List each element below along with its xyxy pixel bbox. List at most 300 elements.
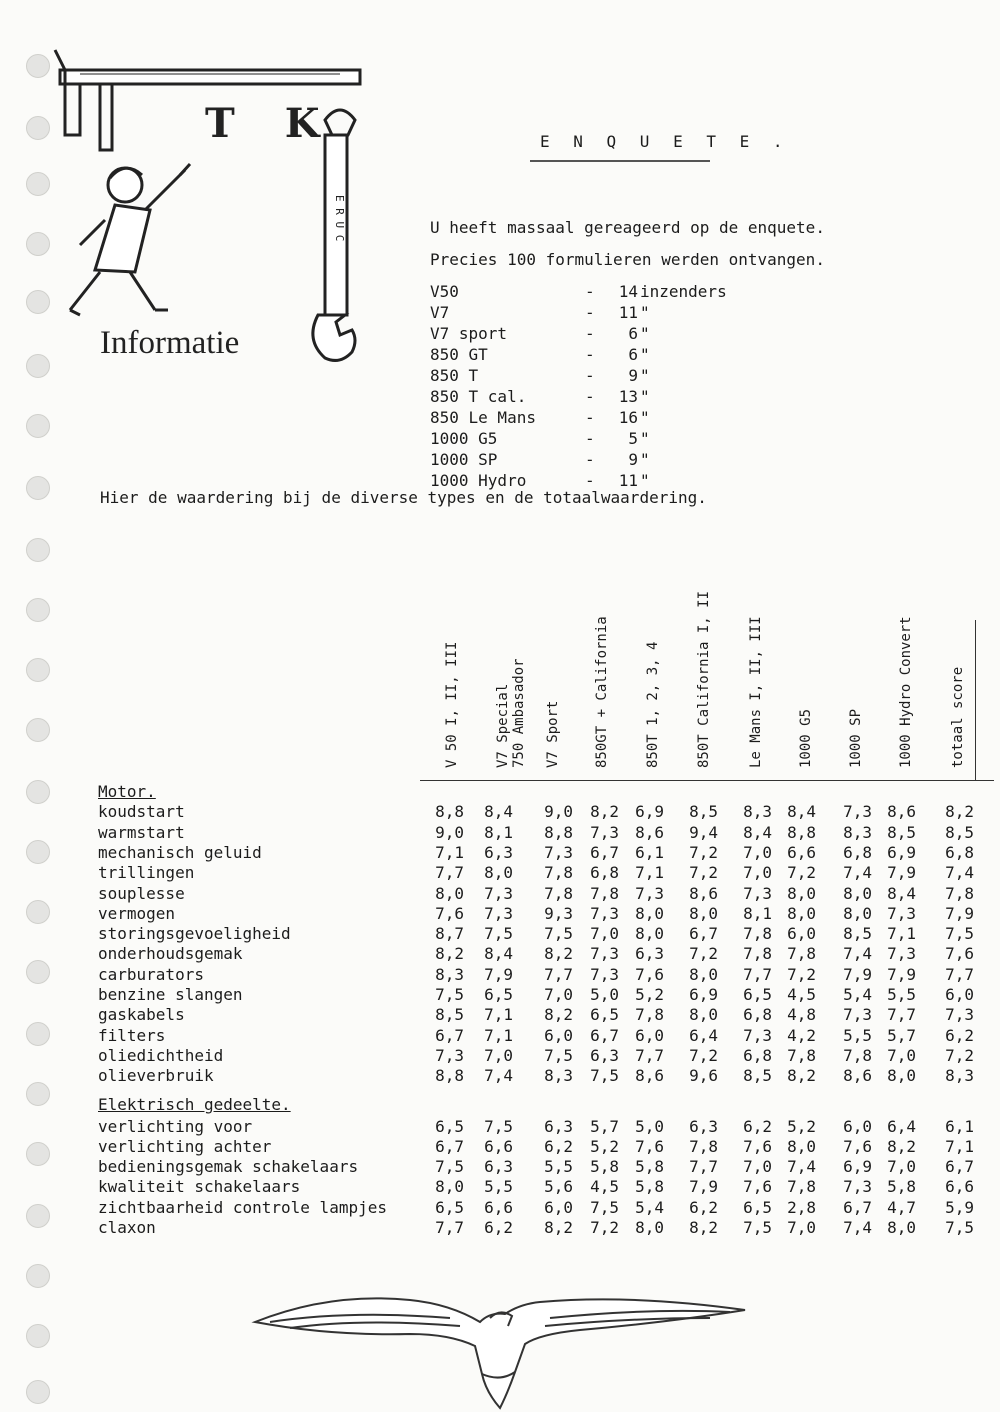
rating-value: 8,3: [945, 1066, 974, 1086]
rating-value: 7,5: [484, 924, 513, 944]
rating-value: 7,7: [887, 1005, 916, 1025]
rating-value: 6,1: [635, 842, 664, 862]
page-title: E N Q U E T E .: [540, 132, 790, 151]
count-value: 11: [618, 303, 638, 322]
rating-value: 7,2: [590, 1218, 619, 1237]
rating-value: 5,8: [887, 1177, 916, 1197]
rating-value: 5,5: [484, 1177, 513, 1197]
rating-value: 7,0: [544, 985, 573, 1004]
rating-value: 8,8: [787, 822, 816, 842]
binder-hole: [26, 1082, 50, 1106]
model-name: 850 T: [430, 366, 479, 385]
rating-value: 6,3: [484, 1157, 513, 1177]
binder-hole: [26, 414, 50, 438]
rating-value: 7,7: [945, 964, 974, 984]
rating-value: 8,1: [484, 822, 513, 842]
rating-value: 7,3: [887, 903, 916, 923]
rating-value: 7,3: [635, 883, 664, 903]
rating-value: 9,3: [544, 903, 573, 923]
dash: -: [585, 387, 595, 406]
rating-value: 6,0: [787, 924, 816, 944]
header-rule: [420, 780, 994, 781]
rating-value: 7,3: [843, 802, 872, 822]
rating-value: 6,8: [843, 842, 872, 862]
rating-value: 7,2: [787, 964, 816, 984]
rating-value: 6,0: [635, 1025, 664, 1045]
binder-hole: [26, 538, 50, 562]
rating-value: 6,5: [743, 985, 772, 1004]
rating-value: 8,8: [435, 802, 464, 822]
rating-value: 5,4: [635, 1197, 664, 1217]
rating-value: 4,5: [787, 985, 816, 1004]
eagle-icon: [250, 1282, 750, 1412]
rating-value: 8,6: [635, 822, 664, 842]
rating-value: 8,5: [435, 1005, 464, 1025]
rating-value: 6,7: [435, 1025, 464, 1045]
dash: -: [585, 450, 595, 469]
rating-value: 7,6: [435, 903, 464, 923]
rating-value: 7,8: [544, 863, 573, 883]
model-name: 1000 Hydro: [430, 471, 527, 490]
rating-value: 7,8: [787, 944, 816, 964]
rating-value: 8,0: [887, 1218, 916, 1237]
rating-value: 7,5: [544, 1045, 573, 1065]
rating-value: 8,2: [689, 1218, 718, 1237]
rating-value: 8,8: [544, 822, 573, 842]
rating-value: 6,2: [484, 1218, 513, 1237]
rating-value: 7,6: [743, 1136, 772, 1156]
rating-label: vermogen: [98, 903, 176, 923]
rating-value: 8,2: [544, 1005, 573, 1025]
rating-value: 8,0: [435, 883, 464, 903]
rating-value: 8,2: [544, 1218, 573, 1237]
rating-value: 6,6: [945, 1177, 974, 1197]
rating-label: mechanisch geluid: [98, 842, 262, 862]
rating-value: 8,3: [544, 1066, 573, 1086]
rating-value: 7,1: [887, 924, 916, 944]
rating-value: 7,1: [635, 863, 664, 883]
rating-label: oliedichtheid: [98, 1045, 224, 1065]
rating-value: 6,2: [945, 1025, 974, 1045]
rating-value: 7,6: [635, 1136, 664, 1156]
intro-line-1: U heeft massaal gereageerd op de enquete.: [430, 218, 825, 237]
rating-value: 8,3: [743, 802, 772, 822]
column-header: V 50 I, II, III: [444, 641, 460, 768]
model-name: 850 T cal.: [430, 387, 527, 406]
count-value: 14: [618, 282, 638, 301]
rating-value: 7,5: [743, 1218, 772, 1237]
binder-hole: [26, 1022, 50, 1046]
binder-hole: [26, 780, 50, 804]
binder-hole: [26, 900, 50, 924]
column-header: V7 Special 750 Ambasador: [495, 658, 527, 768]
rating-value: 7,3: [843, 1005, 872, 1025]
tk-logo: [40, 40, 380, 370]
rating-value: 8,2: [887, 1136, 916, 1156]
rating-value: 6,4: [887, 1116, 916, 1136]
rating-label: souplesse: [98, 883, 185, 903]
column-header: V7 Sport: [545, 700, 561, 768]
title-underline: [530, 160, 710, 162]
rating-value: 7,0: [787, 1218, 816, 1237]
rating-value: 7,6: [743, 1177, 772, 1197]
rating-value: 7,8: [787, 1177, 816, 1197]
count-unit: inzenders: [640, 282, 727, 301]
rating-value: 8,8: [435, 1066, 464, 1086]
rating-value: 7,8: [635, 1005, 664, 1025]
rating-value: 8,2: [590, 802, 619, 822]
rating-value: 7,0: [590, 924, 619, 944]
rating-value: 5,0: [590, 985, 619, 1004]
logo-letters: T K: [205, 100, 338, 147]
count-value: 6: [628, 345, 638, 364]
rating-value: 7,2: [689, 842, 718, 862]
count-unit: ": [640, 345, 650, 364]
rating-value: 5,9: [945, 1197, 974, 1217]
rating-value: 7,8: [787, 1045, 816, 1065]
rating-value: 8,0: [689, 964, 718, 984]
rating-value: 8,0: [787, 903, 816, 923]
rating-value: 6,9: [689, 985, 718, 1004]
rating-value: 7,5: [435, 985, 464, 1004]
rating-value: 6,7: [590, 842, 619, 862]
rating-value: 7,4: [484, 1066, 513, 1086]
model-name: V7: [430, 303, 450, 322]
rating-value: 6,0: [544, 1197, 573, 1217]
count-value: 16: [618, 408, 638, 427]
binder-hole: [26, 658, 50, 682]
rating-value: 8,5: [743, 1066, 772, 1086]
rating-value: 6,5: [590, 1005, 619, 1025]
rating-value: 7,4: [945, 863, 974, 883]
rating-value: 8,6: [635, 1066, 664, 1086]
rating-value: 6,3: [635, 944, 664, 964]
binder-hole: [26, 598, 50, 622]
rating-value: 7,7: [689, 1157, 718, 1177]
rating-value: 8,4: [484, 802, 513, 822]
rating-value: 7,3: [435, 1045, 464, 1065]
rating-value: 9,0: [435, 822, 464, 842]
column-header: Le Mans I, II, III: [748, 616, 764, 768]
rating-label: verlichting achter: [98, 1136, 272, 1156]
rating-value: 6,6: [484, 1197, 513, 1217]
count-value: 5: [628, 429, 638, 448]
rating-value: 8,4: [887, 883, 916, 903]
rating-label: benzine slangen: [98, 985, 243, 1004]
dash: -: [585, 345, 595, 364]
rating-value: 6,9: [635, 802, 664, 822]
rating-label: warmstart: [98, 822, 185, 842]
dash: -: [585, 366, 595, 385]
dash: -: [585, 303, 595, 322]
rating-value: 8,3: [843, 822, 872, 842]
rating-value: 6,7: [689, 924, 718, 944]
rating-value: 7,7: [435, 1218, 464, 1237]
binder-hole: [26, 1380, 50, 1404]
rating-value: 4,2: [787, 1025, 816, 1045]
rating-value: 8,0: [787, 883, 816, 903]
rating-value: 7,4: [843, 944, 872, 964]
rating-value: 7,8: [544, 883, 573, 903]
rating-value: 6,3: [590, 1045, 619, 1065]
column-header: 1000 Hydro Convert: [898, 616, 914, 768]
rating-value: 7,0: [484, 1045, 513, 1065]
rating-value: 4,7: [887, 1197, 916, 1217]
rating-value: 9,0: [544, 802, 573, 822]
section-title: Elektrisch gedeelte.: [98, 1094, 291, 1114]
rating-value: 5,7: [887, 1025, 916, 1045]
column-header: 850T California I, II: [696, 590, 712, 768]
rating-value: 7,1: [484, 1025, 513, 1045]
rating-value: 7,4: [843, 1218, 872, 1237]
rating-value: 6,2: [743, 1116, 772, 1136]
rating-value: 8,0: [635, 903, 664, 923]
rating-value: 6,6: [484, 1136, 513, 1156]
logo-word: Informatie: [100, 325, 240, 361]
count-value: 6: [628, 324, 638, 343]
rating-value: 6,7: [945, 1157, 974, 1177]
rating-value: 7,0: [887, 1157, 916, 1177]
rating-value: 6,3: [544, 1116, 573, 1136]
rating-label: onderhoudsgemak: [98, 944, 243, 964]
wrench-icon: [313, 110, 355, 360]
rating-value: 7,5: [945, 924, 974, 944]
rating-value: 7,5: [435, 1157, 464, 1177]
rating-value: 8,0: [635, 924, 664, 944]
column-header: 1000 SP: [848, 708, 864, 768]
rating-label: filters: [98, 1025, 166, 1045]
model-name: V50: [430, 282, 459, 301]
rating-value: 8,5: [887, 822, 916, 842]
rating-value: 7,5: [544, 924, 573, 944]
rating-value: 8,5: [945, 822, 974, 842]
rating-value: 9,6: [689, 1066, 718, 1086]
rating-value: 7,1: [435, 842, 464, 862]
rating-value: 6,1: [945, 1116, 974, 1136]
dash: -: [585, 471, 595, 490]
count-unit: ": [640, 303, 650, 322]
rating-value: 6,8: [590, 863, 619, 883]
rating-value: 7,4: [843, 863, 872, 883]
rating-value: 6,5: [435, 1197, 464, 1217]
rating-value: 7,9: [945, 903, 974, 923]
rating-value: 8,5: [689, 802, 718, 822]
dash: -: [585, 324, 595, 343]
binder-hole: [26, 718, 50, 742]
rating-value: 7,7: [635, 1045, 664, 1065]
rating-value: 5,5: [544, 1157, 573, 1177]
rating-label: verlichting voor: [98, 1116, 253, 1136]
rating-value: 6,2: [689, 1197, 718, 1217]
rating-value: 8,0: [887, 1066, 916, 1086]
rating-value: 6,3: [689, 1116, 718, 1136]
rating-value: 6,2: [544, 1136, 573, 1156]
model-name: 850 Le Mans: [430, 408, 536, 427]
rating-value: 5,2: [787, 1116, 816, 1136]
rating-value: 7,2: [787, 863, 816, 883]
rating-value: 7,3: [945, 1005, 974, 1025]
rating-value: 6,6: [787, 842, 816, 862]
rating-label: claxon: [98, 1218, 156, 1237]
rating-value: 7,8: [843, 1045, 872, 1065]
rating-value: 5,8: [635, 1177, 664, 1197]
svg-text:E R U C: E R U C: [333, 195, 346, 242]
rating-value: 7,0: [887, 1045, 916, 1065]
model-name: 1000 G5: [430, 429, 498, 448]
rating-value: 9,4: [689, 822, 718, 842]
rating-value: 6,8: [945, 842, 974, 862]
rating-label: gaskabels: [98, 1005, 185, 1025]
rating-value: 6,7: [590, 1025, 619, 1045]
rating-value: 5,2: [635, 985, 664, 1004]
rating-value: 8,0: [787, 1136, 816, 1156]
rating-value: 6,3: [484, 842, 513, 862]
count-value: 11: [618, 471, 638, 490]
rating-value: 7,8: [590, 883, 619, 903]
rating-value: 8,0: [843, 883, 872, 903]
model-name: 850 GT: [430, 345, 488, 364]
rating-value: 5,5: [887, 985, 916, 1004]
rating-value: 8,4: [484, 944, 513, 964]
rating-value: 8,0: [843, 903, 872, 923]
rating-value: 6,5: [435, 1116, 464, 1136]
section-title: Motor.: [98, 782, 156, 801]
model-name: 1000 SP: [430, 450, 498, 469]
rating-value: 7,2: [945, 1045, 974, 1065]
rating-value: 7,8: [743, 924, 772, 944]
rating-value: 8,7: [435, 924, 464, 944]
count-unit: ": [640, 408, 650, 427]
rating-label: olieverbruik: [98, 1066, 214, 1086]
rating-value: 7,9: [843, 964, 872, 984]
rating-value: 8,6: [689, 883, 718, 903]
rating-label: bedieningsgemak schakelaars: [98, 1157, 359, 1177]
intro-line-2: Precies 100 formulieren werden ontvangen.: [430, 250, 825, 269]
rating-value: 6,0: [945, 985, 974, 1004]
rating-value: 6,5: [743, 1197, 772, 1217]
rating-value: 8,6: [887, 802, 916, 822]
rating-value: 7,3: [590, 822, 619, 842]
rating-value: 7,5: [945, 1218, 974, 1237]
rating-value: 7,3: [484, 883, 513, 903]
rating-value: 6,7: [843, 1197, 872, 1217]
rating-value: 7,4: [787, 1157, 816, 1177]
binder-hole: [26, 960, 50, 984]
count-unit: ": [640, 366, 650, 385]
binder-hole: [26, 1324, 50, 1348]
rating-value: 7,7: [544, 964, 573, 984]
rating-value: 8,2: [544, 944, 573, 964]
rating-value: 6,0: [843, 1116, 872, 1136]
rating-value: 7,2: [689, 944, 718, 964]
rating-value: 7,1: [945, 1136, 974, 1156]
rating-value: 7,3: [484, 903, 513, 923]
rating-value: 8,1: [743, 903, 772, 923]
rating-value: 7,8: [743, 944, 772, 964]
rating-value: 7,7: [435, 863, 464, 883]
rating-value: 8,2: [787, 1066, 816, 1086]
count-unit: ": [640, 450, 650, 469]
rating-value: 7,2: [689, 863, 718, 883]
rating-value: 6,4: [689, 1025, 718, 1045]
rating-value: 5,4: [843, 985, 872, 1004]
rating-label: zichtbaarheid controle lampjes: [98, 1197, 387, 1217]
rating-value: 6,0: [544, 1025, 573, 1045]
dash: -: [585, 282, 595, 301]
rating-value: 5,0: [635, 1116, 664, 1136]
rating-value: 4,5: [590, 1177, 619, 1197]
rating-value: 7,3: [544, 842, 573, 862]
binder-hole: [26, 1142, 50, 1166]
rating-value: 7,9: [689, 1177, 718, 1197]
rating-value: 4,8: [787, 1005, 816, 1025]
rating-value: 7,3: [590, 903, 619, 923]
binder-hole: [26, 1204, 50, 1228]
rating-value: 8,0: [689, 903, 718, 923]
column-header: 850GT + California: [594, 616, 610, 768]
rating-value: 5,8: [590, 1157, 619, 1177]
table-intro: Hier de waardering bij de diverse types en de totaalwaardering.: [100, 488, 707, 507]
rating-value: 7,7: [743, 964, 772, 984]
rating-value: 6,8: [743, 1045, 772, 1065]
rating-value: 7,9: [484, 964, 513, 984]
rating-value: 7,3: [743, 1025, 772, 1045]
rating-value: 6,9: [843, 1157, 872, 1177]
rating-value: 5,2: [590, 1136, 619, 1156]
rating-value: 6,5: [484, 985, 513, 1004]
rating-value: 6,7: [435, 1136, 464, 1156]
rating-value: 7,9: [887, 964, 916, 984]
rating-label: carburators: [98, 964, 204, 984]
rating-value: 7,5: [590, 1197, 619, 1217]
rating-value: 7,5: [484, 1116, 513, 1136]
rating-value: 8,4: [743, 822, 772, 842]
column-header: 1000 G5: [798, 708, 814, 768]
count-unit: ": [640, 471, 650, 490]
rating-label: kwaliteit schakelaars: [98, 1177, 301, 1197]
rating-value: 7,3: [590, 964, 619, 984]
rating-value: 7,3: [887, 944, 916, 964]
rating-value: 8,3: [435, 964, 464, 984]
rating-value: 7,3: [590, 944, 619, 964]
rating-value: 8,5: [843, 924, 872, 944]
rating-value: 5,5: [843, 1025, 872, 1045]
rating-value: 8,4: [787, 802, 816, 822]
rating-value: 7,5: [590, 1066, 619, 1086]
rating-value: 7,6: [843, 1136, 872, 1156]
rating-value: 7,0: [743, 863, 772, 883]
total-column-rule: [975, 620, 976, 780]
rating-value: 5,8: [635, 1157, 664, 1177]
rating-value: 5,6: [544, 1177, 573, 1197]
rating-value: 7,8: [945, 883, 974, 903]
rating-value: 7,1: [484, 1005, 513, 1025]
rating-value: 7,3: [843, 1177, 872, 1197]
binder-hole: [26, 476, 50, 500]
rating-value: 8,2: [435, 944, 464, 964]
rating-value: 7,2: [689, 1045, 718, 1065]
rating-label: trillingen: [98, 863, 195, 883]
rating-value: 6,8: [743, 1005, 772, 1025]
rating-label: storingsgevoeligheid: [98, 924, 291, 944]
column-header: 850T 1, 2, 3, 4: [645, 641, 661, 768]
rating-value: 6,9: [887, 842, 916, 862]
rating-value: 5,7: [590, 1116, 619, 1136]
rating-value: 7,0: [743, 1157, 772, 1177]
binder-hole: [26, 1264, 50, 1288]
column-header: totaal score: [950, 666, 966, 768]
count-value: 9: [628, 366, 638, 385]
